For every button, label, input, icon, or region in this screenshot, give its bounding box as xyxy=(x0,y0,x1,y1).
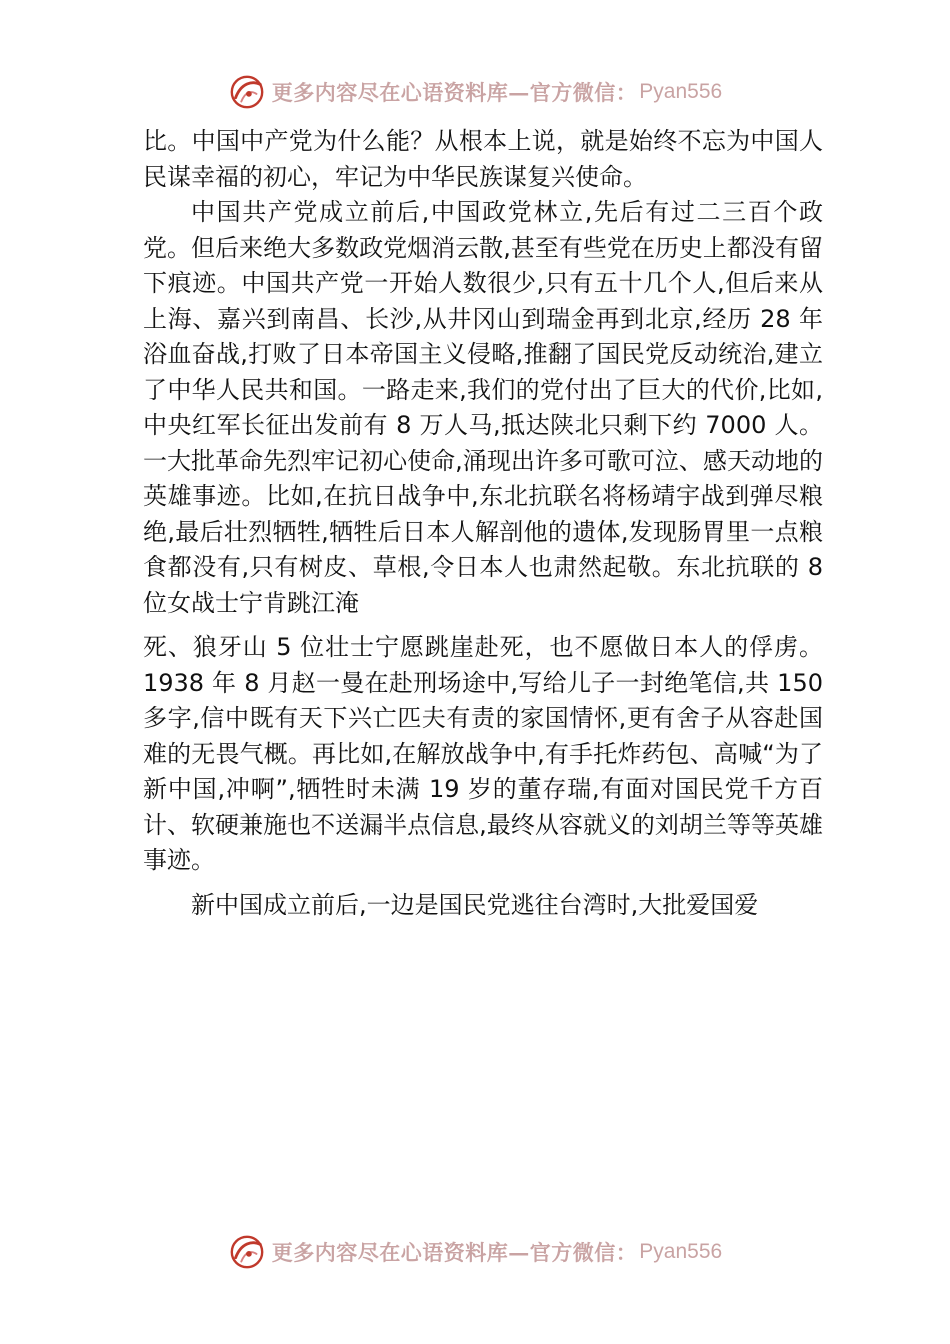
logo-seal-icon xyxy=(228,1233,266,1271)
document-body xyxy=(143,124,823,923)
footer-text: 更多内容尽在心语资料库—官方微信： xyxy=(271,1240,638,1265)
logo-seal-icon xyxy=(228,73,266,111)
header-wechat-id: Pyan556 xyxy=(639,80,723,103)
paragraph: 死、狼牙山 5 位壮士宁愿跳崖赴死，也不愿做日本人的俘虏。1938 年 8 月赵一曼在赴刑场途中,写给儿子一封绝笔信,共 150 多字,信中既有天下兴亡匹夫有责的家国情怀,更有舍子从容赴国难的无畏气概。再比如,在解放战争中,有手托炸药包、高喊“为了新中国,冲啊”,牺牲时未满 19 岁的董存瑞,有面对国民党千方百计、软硬兼施也不送漏半点信息,最终从容就义的刘胡兰等等英雄事迹。 xyxy=(143,633,823,874)
paragraph: 比。中国中产党为什么能？从根本上说，就是始终不忘为中国人民谋幸福的初心，牢记为中华民族谋复兴使命。 xyxy=(143,127,823,191)
header-text: 更多内容尽在心语资料库—官方微信： xyxy=(271,80,638,105)
paragraph: 中国共产党成立前后,中国政党林立,先后有过二三百个政党。但后来绝大多数政党烟消云散,甚至有些党在历史上都没有留下痕迹。中国共产党一开始人数很少,只有五十几个人,但后来从上海、嘉兴到南昌、长沙,从井冈山到瑞金再到北京,经历 28 年浴血奋战,打败了日本帝国主义侵略,推翻了国民党反动统治,建立了中华人民共和国。一路走来,我们的党付出了巨大的代价,比如,中央红军长征出发前有 8 万人马,抵达陕北只剩下约 7000 人。一大批革命先烈牢记初心使命,涌现出许多可歌可泣、感天动地的英雄事迹。比如,在抗日战争中,东北抗联名将杨靖宇战到弹尽粮绝,最后壮烈牺牲,牺牲后日本人解剖他的遗体,发现肠胃里一点粮食都没有,只有树皮、草根,令日本人也肃然起敬。东北抗联的 8 位女战士宁肯跳江淹 xyxy=(143,198,823,617)
paragraph: 新中国成立前后,一边是国民党逃往台湾时,大批爱国爱 xyxy=(191,890,759,919)
header-watermark xyxy=(0,70,950,114)
footer-wechat-id: Pyan556 xyxy=(639,1240,723,1263)
footer-watermark xyxy=(0,1230,950,1274)
